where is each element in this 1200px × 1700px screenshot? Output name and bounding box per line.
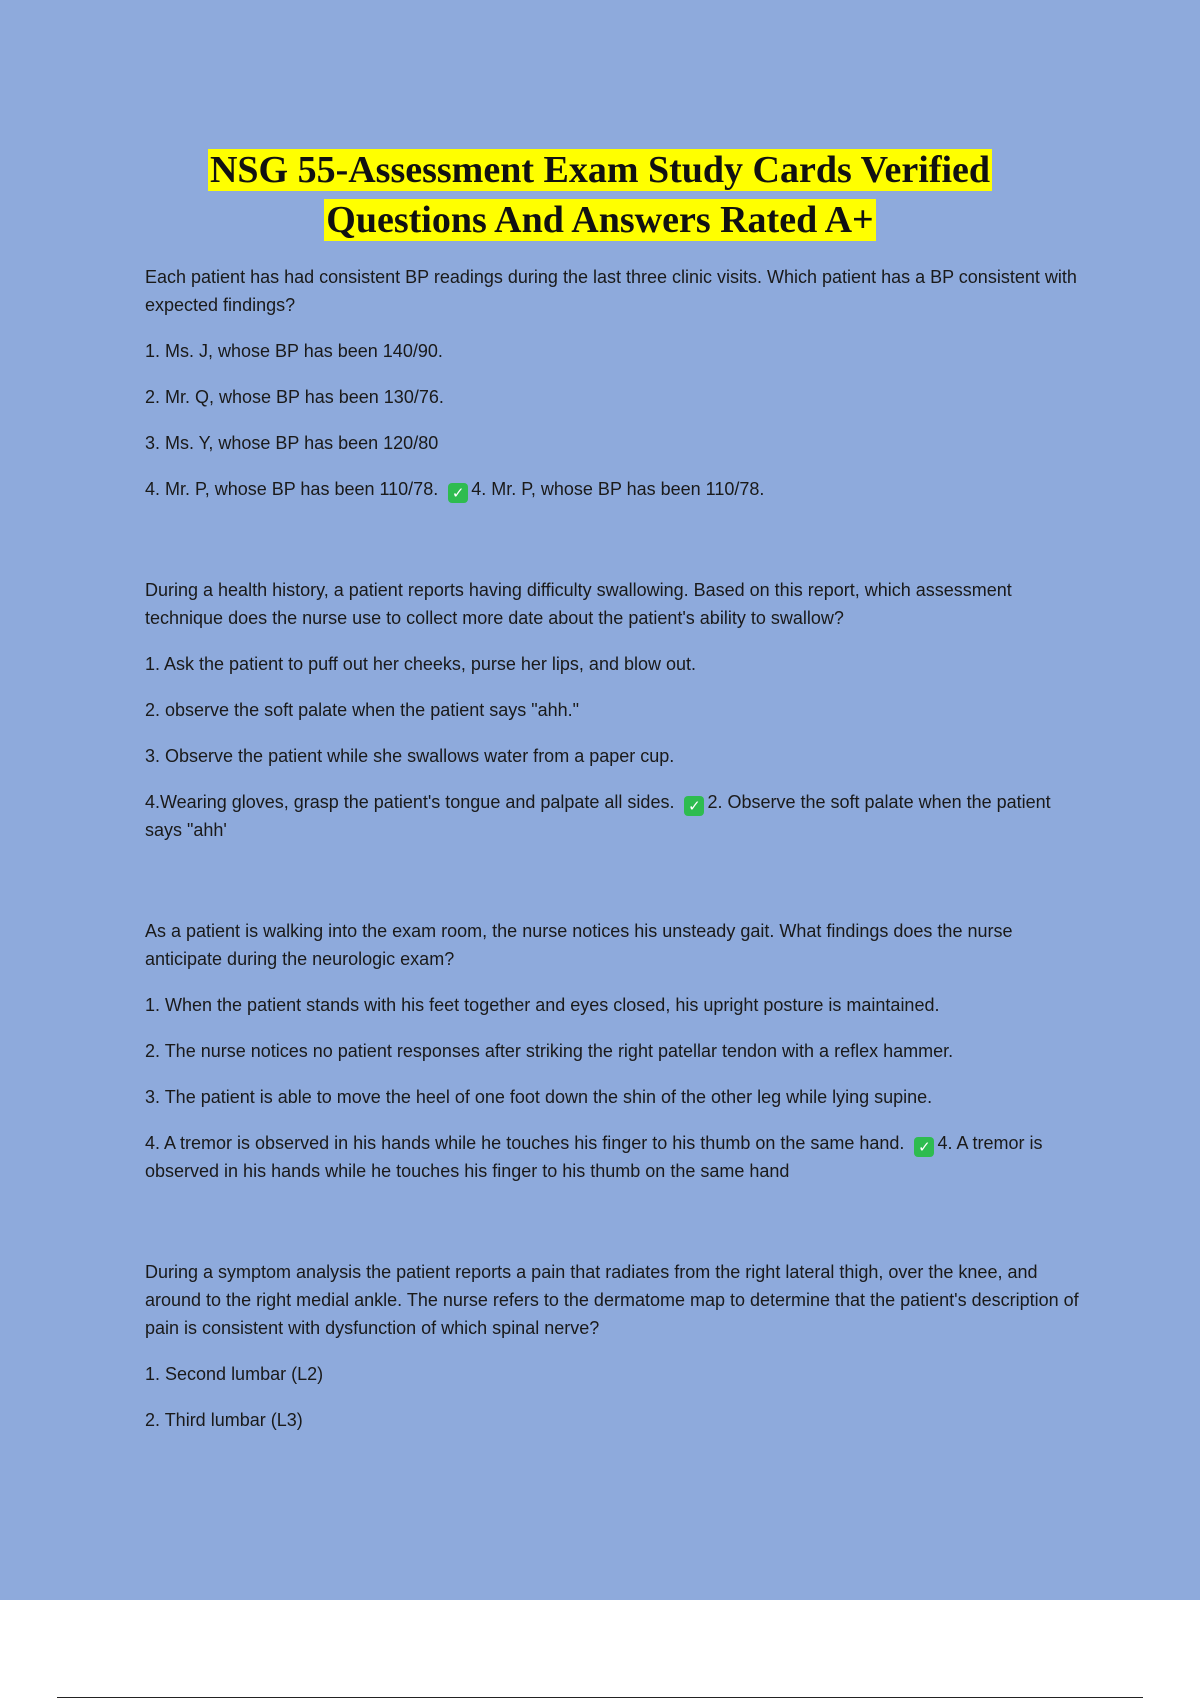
answer-option: 3. Ms. Y, whose BP has been 120/80 (145, 433, 439, 453)
questions-list (145, 263, 1080, 1507)
question-card (145, 576, 1080, 844)
document-title (0, 145, 1200, 245)
question-text: During a symptom analysis the patient reports a pain that radiates from the right lateral thigh, over the knee, and around to the right medial ankle. The nurse refers to the dermatome map to determine that the patient's description of pain is consistent with dysfunction of which spinal nerve? (145, 1262, 1079, 1338)
title-line-1: NSG 55-Assessment Exam Study Cards Verified (209, 149, 991, 191)
question-card (145, 263, 1080, 503)
correct-answer: 4. Mr. P, whose BP has been 110/78. (471, 479, 765, 499)
check-mark-icon: ✓ (914, 1137, 934, 1157)
check-mark-icon: ✓ (448, 483, 468, 503)
answer-option: 4.Wearing gloves, grasp the patient's tongue and palpate all sides. (145, 792, 675, 812)
answer-option: 3. The patient is able to move the heel of one foot down the shin of the other leg while lying supine. (145, 1087, 933, 1107)
answer-option: 2. Third lumbar (L3) (145, 1410, 303, 1430)
question-card (145, 917, 1080, 1185)
answer-option: 1. When the patient stands with his feet together and eyes closed, his upright posture is maintained. (145, 995, 940, 1015)
answer-option-with-answer (145, 475, 1080, 503)
answer-option: 1. Ms. J, whose BP has been 140/90. (145, 341, 443, 361)
title-line-2: Questions And Answers Rated A+ (326, 199, 874, 241)
answer-option: 3. Observe the patient while she swallows water from a paper cup. (145, 746, 675, 766)
answer-option-with-answer (145, 1129, 1080, 1185)
question-text: Each patient has had consistent BP readings during the last three clinic visits. Which patient has a BP consistent with expected findings? (145, 267, 1077, 315)
question-card (145, 1258, 1080, 1434)
check-mark-icon: ✓ (684, 796, 704, 816)
answer-option: 4. A tremor is observed in his hands while he touches his finger to his thumb on the same hand. (145, 1133, 905, 1153)
footer-divider (57, 1697, 1143, 1698)
correct-answer: 2. Observe the soft palate when the patient says "ahh' (145, 792, 1051, 840)
answer-option-with-answer (145, 788, 1080, 844)
question-text: As a patient is walking into the exam room, the nurse notices his unsteady gait. What findings does the nurse anticipate during the neurologic exam? (145, 921, 1013, 969)
answer-option: 2. observe the soft palate when the patient says "ahh." (145, 700, 580, 720)
answer-option: 1. Ask the patient to puff out her cheeks, purse her lips, and blow out. (145, 654, 697, 674)
answer-option: 1. Second lumbar (L2) (145, 1364, 324, 1384)
answer-option: 2. Mr. Q, whose BP has been 130/76. (145, 387, 444, 407)
answer-option: 4. Mr. P, whose BP has been 110/78. (145, 479, 439, 499)
answer-option: 2. The nurse notices no patient responses after striking the right patellar tendon with a reflex hammer. (145, 1041, 954, 1061)
correct-answer: 4. A tremor is observed in his hands while he touches his finger to his thumb on the same hand (145, 1133, 1043, 1181)
question-text: During a health history, a patient reports having difficulty swallowing. Based on this report, which assessment technique does the nurse use to collect more date about the patient's ability to swallow? (145, 580, 1012, 628)
